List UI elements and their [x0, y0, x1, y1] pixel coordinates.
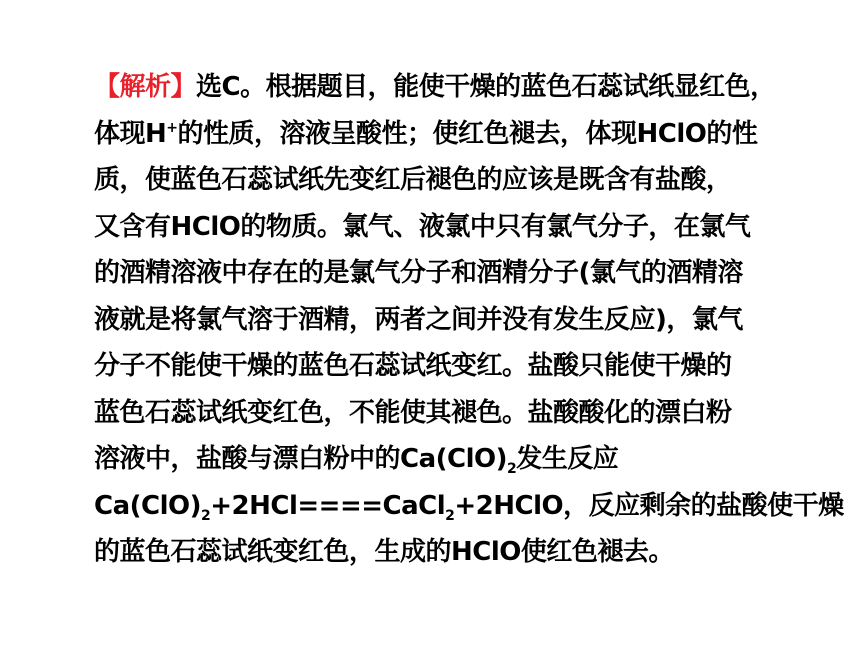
text-line-7: 分子不能使干燥的蓝色石蕊试纸变红。盐酸只能使干燥的 — [94, 351, 732, 381]
subscript: 2 — [201, 507, 211, 524]
subscript: 2 — [445, 507, 455, 524]
text-line-6: 液就是将氯气溶于酒精，两者之间并没有发生反应)，氯气 — [94, 304, 743, 335]
text-line-10 — [94, 483, 844, 530]
text-line-8: 蓝色石蕊试纸变红色，不能使其褪色。盐酸酸化的漂白粉 — [94, 397, 732, 428]
text-segment: Ca(ClO) — [94, 490, 201, 521]
text-segment: 溶液中，盐酸与漂白粉中的Ca(ClO) — [94, 444, 507, 474]
text-segment: +2HClO，反应剩余的盐酸使干燥 — [454, 490, 844, 521]
text-segment: 选C。根据题目，能使干燥的蓝色石蕊试纸显红色， — [196, 72, 776, 102]
text-line-1 — [94, 64, 794, 111]
text-segment: +2HCl====CaCl — [210, 490, 446, 521]
text-segment: 的性质，溶液呈酸性；使红色褪去，体现HClO的性 — [177, 118, 758, 149]
text-line-3: 质，使蓝色石蕊试纸先变红后褪色的应该是既含有盐酸， — [94, 165, 732, 195]
text-line-11: 的蓝色石蕊试纸变红色，生成的HClO使红色褪去。 — [94, 537, 674, 567]
superscript: + — [166, 119, 178, 136]
subscript: 2 — [507, 461, 517, 477]
analysis-text-block — [94, 64, 844, 576]
text-segment: 体现H — [94, 118, 167, 149]
text-line-2 — [94, 111, 794, 158]
text-line-4: 又含有HClO的物质。氯气、液氯中只有氯气分子，在氯气 — [94, 211, 751, 242]
text-segment: 发生反应 — [516, 444, 619, 474]
text-line-5: 的酒精溶液中存在的是氯气分子和酒精分子(氯气的酒精溶 — [94, 258, 743, 288]
text-line-9 — [94, 436, 794, 483]
analysis-tag: 【解析】 — [94, 72, 197, 102]
